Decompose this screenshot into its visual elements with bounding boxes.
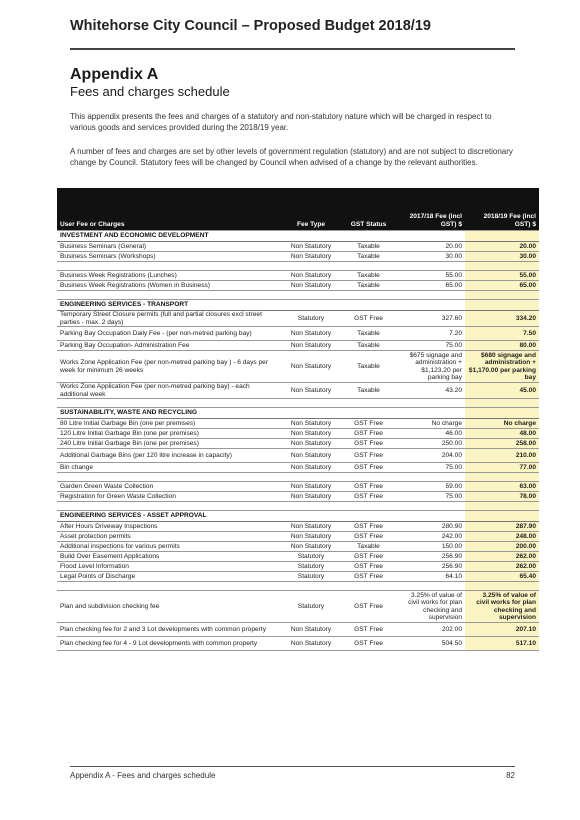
spacer-cell (281, 291, 341, 300)
gst-status-cell: GST Free (341, 311, 396, 327)
fee-name-cell: Parking Bay Occupation- Administration Fee (57, 341, 281, 351)
spacer-cell (57, 582, 281, 591)
fee-name-cell: Bin change (57, 463, 281, 473)
gst-status-cell: Taxable (341, 271, 396, 281)
fee-2017-18-cell: 65.00 (396, 281, 465, 291)
fee-name-cell: Business Seminars (General) (57, 242, 281, 252)
table-row (57, 623, 539, 637)
section-row (57, 231, 539, 242)
fee-type-cell: Statutory (281, 562, 341, 572)
gst-status-cell: GST Free (341, 482, 396, 492)
spacer-cell (341, 399, 396, 408)
footer-divider (70, 766, 515, 767)
gst-status-cell: GST Free (341, 532, 396, 542)
section-highlight-cell (465, 511, 539, 522)
fee-2018-19-cell: 207.10 (465, 623, 539, 637)
spacer-cell (341, 502, 396, 511)
gst-status-cell: GST Free (341, 522, 396, 532)
fee-2017-18-cell: No charge (396, 419, 465, 429)
gst-status-cell: Taxable (341, 351, 396, 383)
fees-table (57, 188, 539, 651)
spacer-cell (281, 262, 341, 271)
fee-2018-19-cell: 210.00 (465, 449, 539, 463)
fee-name-cell: Plan checking fee for 2 and 3 Lot developments with common property (57, 623, 281, 637)
page-header: Whitehorse City Council – Proposed Budget 2018/19 (70, 18, 431, 34)
fee-2017-18-cell: 3.25% of value of civil works for plan checking and supervision (396, 591, 465, 623)
fee-2017-18-cell: 46.00 (396, 429, 465, 439)
fee-2017-18-cell: 30.00 (396, 252, 465, 262)
fee-type-cell: Non Statutory (281, 439, 341, 449)
fee-type-cell: Non Statutory (281, 281, 341, 291)
fee-2018-19-cell: 262.00 (465, 562, 539, 572)
fee-2018-19-cell: 63.00 (465, 482, 539, 492)
table-row (57, 341, 539, 351)
fee-name-cell: 80 Litre Initial Garbage Bin (one per premises) (57, 419, 281, 429)
fee-type-cell: Non Statutory (281, 383, 341, 399)
footer-label: Appendix A - Fees and charges schedule (70, 771, 216, 780)
spacer-cell (57, 399, 281, 408)
header-divider (70, 48, 515, 50)
gst-status-cell: GST Free (341, 572, 396, 582)
fee-2018-19-cell: 287.90 (465, 522, 539, 532)
table-row (57, 532, 539, 542)
fee-type-cell: Non Statutory (281, 482, 341, 492)
fee-type-cell: Non Statutory (281, 623, 341, 637)
spacer-row (57, 399, 539, 408)
gst-status-cell: Taxable (341, 281, 396, 291)
fee-2018-19-cell: 20.00 (465, 242, 539, 252)
table-row (57, 252, 539, 262)
fee-type-cell: Statutory (281, 591, 341, 623)
fee-name-cell: Legal Points of Discharge (57, 572, 281, 582)
fee-name-cell: After Hours Driveway Inspections (57, 522, 281, 532)
col-header-name: User Fee or Charges (57, 188, 281, 231)
fee-2018-19-cell: 55.00 (465, 271, 539, 281)
fee-2018-19-cell: 7.50 (465, 327, 539, 341)
spacer-cell (341, 582, 396, 591)
table-row (57, 439, 539, 449)
fee-type-cell: Non Statutory (281, 463, 341, 473)
fee-name-cell: Build Over Easement Applications (57, 552, 281, 562)
table-row (57, 572, 539, 582)
spacer-cell (396, 582, 465, 591)
spacer-cell (341, 473, 396, 482)
table-row (57, 429, 539, 439)
spacer-cell (396, 473, 465, 482)
gst-status-cell: GST Free (341, 429, 396, 439)
fee-type-cell: Non Statutory (281, 492, 341, 502)
fee-name-cell: Business Seminars (Workshops) (57, 252, 281, 262)
gst-status-cell: Taxable (341, 242, 396, 252)
section-row (57, 408, 539, 419)
spacer-cell (465, 262, 539, 271)
col-header-fee-type: Fee Type (281, 188, 341, 231)
fee-name-cell: Works Zone Application Fee (per non-metred parking bay ) - 6 days per week for minimum 26 weeks (57, 351, 281, 383)
section-row (57, 300, 539, 311)
fee-2017-18-cell: 7.20 (396, 327, 465, 341)
fee-2017-18-cell: 256.90 (396, 552, 465, 562)
fee-2018-19-cell: 30.00 (465, 252, 539, 262)
section-highlight-cell (465, 408, 539, 419)
fee-2017-18-cell: 280.90 (396, 522, 465, 532)
spacer-cell (281, 582, 341, 591)
spacer-cell (396, 502, 465, 511)
table-row (57, 492, 539, 502)
fee-type-cell: Non Statutory (281, 542, 341, 552)
spacer-cell (57, 502, 281, 511)
fee-type-cell: Non Statutory (281, 271, 341, 281)
intro-paragraph: This appendix presents the fees and charges of a statutory and non-statutory nature which will be charged in respect to various goods and services provided during the 2018/19 year. (70, 112, 492, 132)
fee-2018-19-cell: 262.00 (465, 552, 539, 562)
spacer-cell (281, 473, 341, 482)
spacer-row (57, 502, 539, 511)
fee-2018-19-cell: 3.25% of value of civil works for plan checking and supervision (465, 591, 539, 623)
section-highlight-cell (465, 300, 539, 311)
spacer-row (57, 262, 539, 271)
spacer-cell (57, 262, 281, 271)
fee-2017-18-cell: 75.00 (396, 492, 465, 502)
appendix-subtitle: Fees and charges schedule (70, 84, 230, 99)
gst-status-cell: GST Free (341, 637, 396, 651)
section-highlight-cell (465, 231, 539, 242)
fee-type-cell: Non Statutory (281, 242, 341, 252)
table-row (57, 591, 539, 623)
spacer-cell (465, 582, 539, 591)
fee-type-cell: Statutory (281, 572, 341, 582)
gst-status-cell: Taxable (341, 383, 396, 399)
gst-status-cell: Taxable (341, 252, 396, 262)
spacer-cell (396, 262, 465, 271)
fee-2018-19-cell: No charge (465, 419, 539, 429)
fee-2017-18-cell: 150.00 (396, 542, 465, 552)
table-row (57, 327, 539, 341)
gst-status-cell: GST Free (341, 492, 396, 502)
fee-type-cell: Non Statutory (281, 327, 341, 341)
fee-name-cell: Registration for Green Waste Collection (57, 492, 281, 502)
section-title: ENGINEERING SERVICES - ASSET APPROVAL (57, 511, 465, 522)
spacer-cell (341, 262, 396, 271)
fee-type-cell: Statutory (281, 311, 341, 327)
table-row (57, 522, 539, 532)
table-header-row (57, 188, 539, 231)
fee-type-cell: Non Statutory (281, 532, 341, 542)
fee-name-cell: Temporary Street Closure permits (full and partial closures excl street parties - max. 2 days) (57, 311, 281, 327)
fee-name-cell: Additional Garbage Bins (per 120 litre increase in capacity) (57, 449, 281, 463)
fee-type-cell: Non Statutory (281, 351, 341, 383)
fee-type-cell: Non Statutory (281, 637, 341, 651)
section-title: INVESTMENT AND ECONOMIC DEVELOPMENT (57, 231, 465, 242)
gst-status-cell: GST Free (341, 591, 396, 623)
fee-name-cell: Business Week Registrations (Women in Business) (57, 281, 281, 291)
fee-2017-18-cell: 75.00 (396, 341, 465, 351)
section-title: SUSTAINABILITY, WASTE AND RECYCLING (57, 408, 465, 419)
col-header-2017-18: 2017/18 Fee (incl GST) $ (396, 188, 465, 231)
fee-name-cell: 240 Litre Initial Garbage Bin (one per premises) (57, 439, 281, 449)
fee-name-cell: Works Zone Application Fee (per non-metred parking bay) - each additional week (57, 383, 281, 399)
spacer-cell (57, 473, 281, 482)
fee-2017-18-cell: 256.90 (396, 562, 465, 572)
gst-status-cell: Taxable (341, 327, 396, 341)
table-row (57, 311, 539, 327)
fee-name-cell: Asset protection permits (57, 532, 281, 542)
fee-type-cell: Non Statutory (281, 419, 341, 429)
gst-status-cell: Taxable (341, 341, 396, 351)
col-header-gst: GST Status (341, 188, 396, 231)
fee-2017-18-cell: 20.00 (396, 242, 465, 252)
gst-status-cell: GST Free (341, 552, 396, 562)
fee-name-cell: Plan checking fee for 4 - 9 Lot developments with common property (57, 637, 281, 651)
fee-2017-18-cell: 204.00 (396, 449, 465, 463)
fee-2017-18-cell: 55.00 (396, 271, 465, 281)
fee-2017-18-cell: $675 signage and administration + $1,123.20 per parking bay (396, 351, 465, 383)
table-row (57, 281, 539, 291)
fee-name-cell: Additional inspections for various permits (57, 542, 281, 552)
section-row (57, 511, 539, 522)
gst-status-cell: GST Free (341, 439, 396, 449)
table-row (57, 463, 539, 473)
fee-type-cell: Statutory (281, 552, 341, 562)
fee-name-cell: 120 Litre Initial Garbage Bin (one per premises) (57, 429, 281, 439)
fee-2018-19-cell: 248.00 (465, 532, 539, 542)
fee-name-cell: Parking Bay Occupation Daily Fee - (per non-metred parking bay) (57, 327, 281, 341)
table-row (57, 351, 539, 383)
spacer-cell (281, 502, 341, 511)
fee-2017-18-cell: 64.10 (396, 572, 465, 582)
fee-type-cell: Non Statutory (281, 252, 341, 262)
table-row (57, 552, 539, 562)
gst-status-cell: GST Free (341, 623, 396, 637)
spacer-cell (57, 291, 281, 300)
fee-name-cell: Plan and subdivision checking fee (57, 591, 281, 623)
fee-2018-19-cell: 65.40 (465, 572, 539, 582)
fee-2017-18-cell: 202.00 (396, 623, 465, 637)
table-row (57, 383, 539, 399)
spacer-row (57, 582, 539, 591)
fee-type-cell: Non Statutory (281, 449, 341, 463)
fee-2018-19-cell: 258.00 (465, 439, 539, 449)
fee-2018-19-cell: 80.00 (465, 341, 539, 351)
fee-type-cell: Non Statutory (281, 522, 341, 532)
fee-2017-18-cell: 504.50 (396, 637, 465, 651)
section-title: ENGINEERING SERVICES - TRANSPORT (57, 300, 465, 311)
table-row (57, 271, 539, 281)
gst-status-cell: GST Free (341, 419, 396, 429)
fee-2017-18-cell: 250.00 (396, 439, 465, 449)
spacer-cell (465, 473, 539, 482)
col-header-2018-19: 2018/19 Fee (incl GST) $ (465, 188, 539, 231)
table-row (57, 562, 539, 572)
table-row (57, 637, 539, 651)
gst-status-cell: GST Free (341, 463, 396, 473)
fee-2017-18-cell: 327.60 (396, 311, 465, 327)
fee-2018-19-cell: 48.00 (465, 429, 539, 439)
fee-name-cell: Business Week Registrations (Lunches) (57, 271, 281, 281)
spacer-cell (396, 291, 465, 300)
gst-status-cell: GST Free (341, 562, 396, 572)
statutory-paragraph: A number of fees and charges are set by other levels of government regulation (statutory) and are not subject to discretionary change by Council. Statutory fees will be changed by Council when advised of a change by the relevant authorities. (70, 147, 513, 167)
fee-2017-18-cell: 75.00 (396, 463, 465, 473)
spacer-cell (465, 291, 539, 300)
table-row (57, 449, 539, 463)
fee-type-cell: Non Statutory (281, 429, 341, 439)
spacer-cell (396, 399, 465, 408)
spacer-cell (465, 399, 539, 408)
fee-2017-18-cell: 43.20 (396, 383, 465, 399)
fee-type-cell: Non Statutory (281, 341, 341, 351)
appendix-title: Appendix A (70, 66, 159, 83)
fee-name-cell: Flood Level Information (57, 562, 281, 572)
fee-2018-19-cell: 65.00 (465, 281, 539, 291)
table-row (57, 542, 539, 552)
fee-2017-18-cell: 242.00 (396, 532, 465, 542)
table-row (57, 482, 539, 492)
fee-2018-19-cell: 78.00 (465, 492, 539, 502)
page-number: 82 (506, 771, 515, 780)
table-row (57, 242, 539, 252)
fee-2018-19-cell: 334.20 (465, 311, 539, 327)
fee-2018-19-cell: 517.10 (465, 637, 539, 651)
fee-2018-19-cell: 200.00 (465, 542, 539, 552)
fee-name-cell: Garden Green Waste Collection (57, 482, 281, 492)
fee-2018-19-cell: 77.00 (465, 463, 539, 473)
spacer-cell (341, 291, 396, 300)
spacer-cell (465, 502, 539, 511)
gst-status-cell: Taxable (341, 542, 396, 552)
spacer-cell (281, 399, 341, 408)
spacer-row (57, 473, 539, 482)
fee-2018-19-cell: $680 signage and administration + $1,170.00 per parking bay (465, 351, 539, 383)
fee-2017-18-cell: 59.00 (396, 482, 465, 492)
fee-2018-19-cell: 45.00 (465, 383, 539, 399)
table-row (57, 419, 539, 429)
gst-status-cell: GST Free (341, 449, 396, 463)
spacer-row (57, 291, 539, 300)
